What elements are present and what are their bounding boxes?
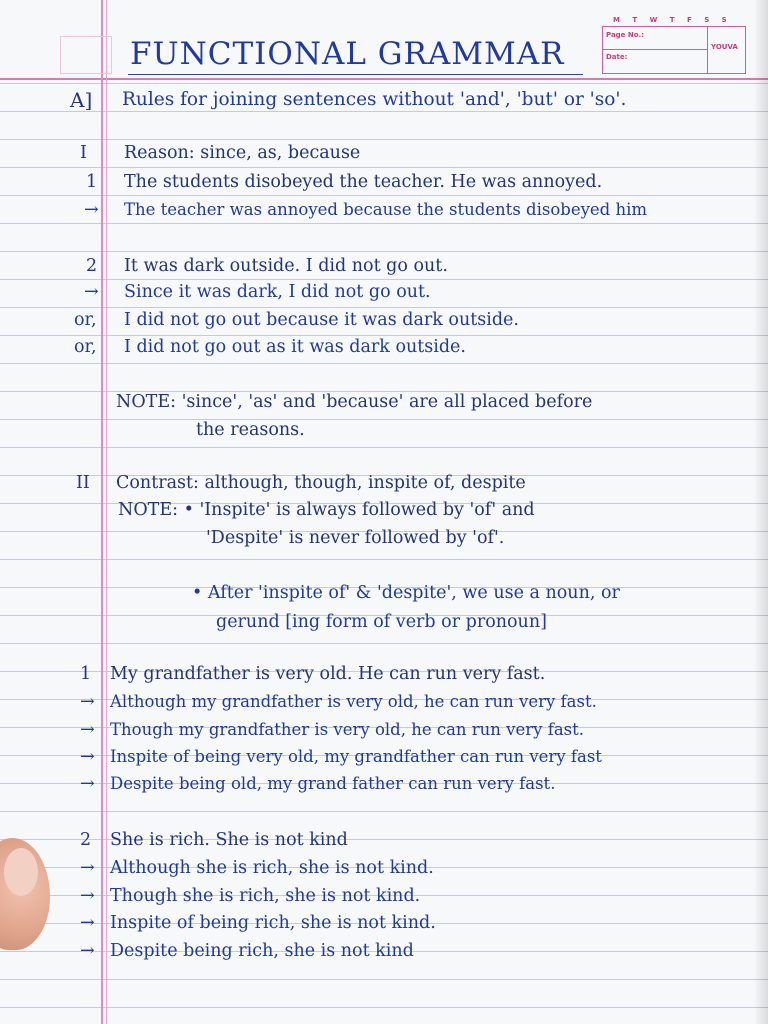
part-1-heading: Reason: since, as, because (124, 143, 361, 163)
part-1-ex-1-answer-1: The teacher was annoyed because the students disobeyed him (124, 200, 648, 219)
part-2-marker: II (76, 473, 90, 493)
part-2-ex-1-arrow-3: → (80, 747, 95, 767)
part-1-ex-2-or-2: or, (74, 337, 97, 357)
thumbnail-fingernail (4, 848, 38, 896)
margin-line-inner (106, 0, 107, 1024)
part-1-ex-2-answer-1: Since it was dark, I did not go out. (124, 282, 431, 302)
part-1-marker: I (80, 143, 87, 163)
brand-logo: YOUVA (711, 43, 738, 51)
page-no-label: Page No.: (606, 31, 644, 39)
part-2-ex-2-question: She is rich. She is not kind (110, 830, 348, 850)
part-1-ex-2-arrow: → (84, 282, 99, 302)
part-2-ex-1-answer-4: Despite being old, my grand father can run very fast. (110, 774, 556, 793)
part-1-ex-2-answer-2: I did not go out because it was dark outside. (124, 310, 519, 330)
date-label: Date: (606, 53, 628, 61)
part-1-ex-2-number: 2 (86, 256, 98, 276)
part-1-ex-1-arrow: → (84, 200, 99, 220)
part-2-ex-2-answer-4: Despite being rich, she is not kind (110, 941, 414, 961)
part-2-ex-1-answer-3: Inspite of being very old, my grandfather can run very fast (110, 747, 602, 766)
part-2-note-2-line-1: • After 'inspite of' & 'despite', we use a noun, or (192, 583, 620, 603)
part-1-ex-1-number: 1 (86, 172, 98, 192)
part-2-ex-2-arrow-3: → (80, 913, 95, 933)
header-rule (0, 78, 768, 80)
page-info-vertical-divider (707, 27, 708, 73)
part-2-ex-2-arrow-1: → (80, 858, 95, 878)
part-2-ex-2-answer-1: Although she is rich, she is not kind. (110, 858, 434, 878)
page-info-divider (603, 49, 707, 50)
part-1-ex-2-answer-3: I did not go out as it was dark outside. (124, 337, 466, 357)
faint-corner-box (60, 36, 112, 74)
part-2-note-1-line-2: 'Despite' is never followed by 'of'. (206, 528, 505, 548)
weekday-letters: M T W T F S S (613, 16, 732, 24)
part-2-ex-2-arrow-4: → (80, 941, 95, 961)
part-1-note-line-1: NOTE: 'since', 'as' and 'because' are all placed before (116, 392, 593, 412)
part-2-ex-2-arrow-2: → (80, 886, 95, 906)
part-2-note-1-line-1: NOTE: • 'Inspite' is always followed by 'of' and (118, 500, 535, 520)
part-1-ex-2-question: It was dark outside. I did not go out. (124, 256, 448, 276)
part-2-ex-1-arrow-1: → (80, 692, 95, 712)
part-1-note-line-2: the reasons. (196, 420, 305, 440)
section-a-marker: A] (70, 88, 93, 112)
part-2-ex-1-arrow-4: → (80, 774, 95, 794)
part-2-ex-2-number: 2 (80, 830, 92, 850)
part-1-ex-2-or-1: or, (74, 310, 97, 330)
margin-line (101, 0, 103, 1024)
part-2-ex-2-answer-3: Inspite of being rich, she is not kind. (110, 913, 436, 933)
part-2-ex-1-question: My grandfather is very old. He can run very fast. (110, 664, 546, 684)
title-underline (128, 74, 583, 75)
part-2-heading: Contrast: although, though, inspite of, despite (116, 473, 526, 493)
page-edge-shadow (754, 0, 768, 1024)
part-2-ex-1-answer-2: Though my grandfather is very old, he can run very fast. (110, 720, 585, 739)
part-2-ex-1-arrow-2: → (80, 720, 95, 740)
page-title: FUNCTIONAL GRAMMAR (130, 36, 565, 72)
part-2-ex-1-answer-1: Although my grandfather is very old, he can run very fast. (110, 692, 597, 711)
part-2-note-2-line-2: gerund [ing form of verb or pronoun] (216, 612, 547, 632)
part-2-ex-1-number: 1 (80, 664, 92, 684)
part-2-ex-2-answer-2: Though she is rich, she is not kind. (110, 886, 421, 906)
section-a-heading: Rules for joining sentences without 'and', 'but' or 'so'. (122, 89, 627, 110)
part-1-ex-1-question: The students disobeyed the teacher. He was annoyed. (124, 172, 603, 192)
page-info-box (602, 16, 746, 74)
